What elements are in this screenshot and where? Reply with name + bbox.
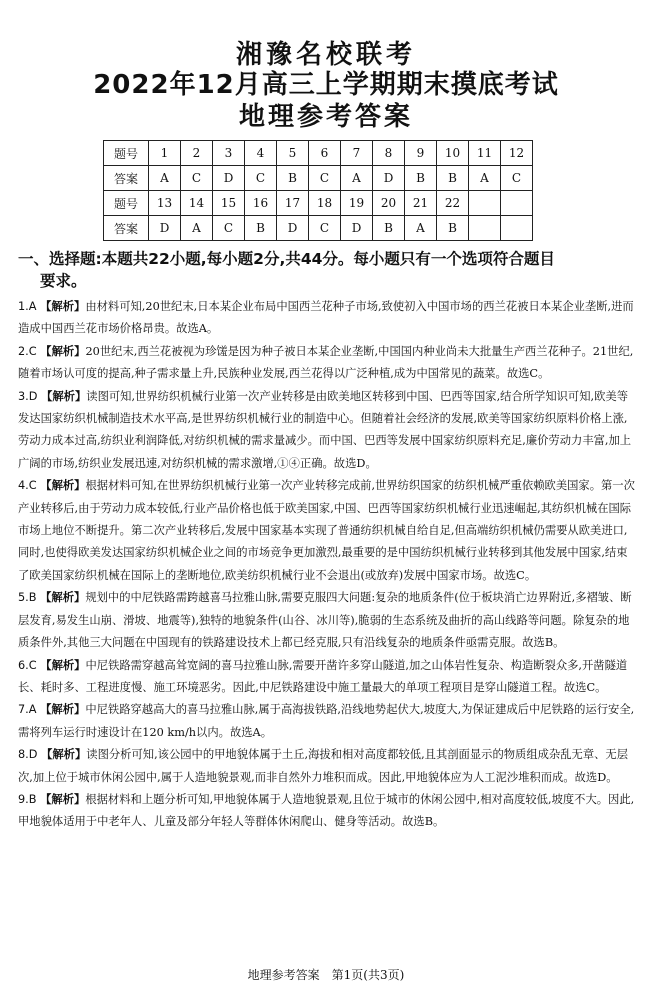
answer-table-cell: D [149, 216, 181, 241]
analysis-text: 由材料可知,20世纪末,日本某企业布局中国西兰花种子市场,致使初入中国市场的西兰花被日本某企业垄断,进而造成中国西兰花市场价格昂贵。故选A。 [18, 300, 634, 336]
answer-table-cell: B [277, 166, 309, 191]
answer-table-cell: 15 [213, 191, 245, 216]
answer-table-cell: 1 [149, 141, 181, 166]
answer-table-cell: 4 [245, 141, 277, 166]
answer-table-cell: A [405, 216, 437, 241]
analysis-text: 20世纪末,西兰花被视为珍馐是因为种子被日本某企业垄断,中国国内种业尚未大批量生产西兰花种子。21世纪,随着市场认可度的提高,种子需求量上升,民族种业发展,西兰花得以广泛种植,成为中国常见的蔬菜。故选C。 [18, 344, 634, 381]
analysis-text: 读图分析可知,该公园中的甲地貌体属于土丘,海拔和相对高度都较低,且其剖面显示的物质组成杂乱无章、无层次,加上位于城市休闲公园中,属于人造地貌景观,而非自然外力堆积而成。因此,甲地貌体应为人工泥沙堆积而成。故选D。 [18, 748, 629, 784]
answer-table-cell: A [149, 166, 181, 191]
analysis-text: 规划中的中尼铁路需跨越喜马拉雅山脉,需要克服四大问题:复杂的地质条件(位于板块消亡边界附近,多褶皱、断层发育,易发生山崩、滑坡、地震等),独特的地貌条件(山谷、冰川等),脆弱的生态系统及曲折的高山线路等问题。除复杂的地质条件外,其他三大问题在中国现有的铁路建设技术上都已经克服,只有沿线复杂的地质条件亟需克服。故选B。 [18, 591, 632, 650]
answer-table-cell: B [405, 166, 437, 191]
answer-table-cell: A [341, 166, 373, 191]
item-number-answer: 9.B [18, 792, 37, 806]
answer-table-cell: 19 [341, 191, 373, 216]
answer-table-cell: 13 [149, 191, 181, 216]
answer-table-row [104, 141, 533, 166]
answer-table-cell: 12 [501, 141, 533, 166]
page-footer: 地理参考答案 第1页(共3页) [247, 968, 405, 982]
answer-table-cell: C [501, 166, 533, 191]
answer-table-cell [501, 216, 533, 241]
answer-table-cell: A [469, 166, 501, 191]
answer-table-cell: C [245, 166, 277, 191]
answer-table-cell: 18 [309, 191, 341, 216]
answer-table-row-label: 答案 [104, 166, 149, 191]
exam-name-title: 2022年12月高三上学期期末摸底考试 [93, 70, 559, 100]
answer-table-cell: 11 [469, 141, 501, 166]
answer-table-cell: C [181, 166, 213, 191]
explanation-item [18, 341, 638, 386]
analysis-text: 读图可知,世界纺织机械行业第一次产业转移是由欧美地区转移到中国、巴西等国家,结合所学知识可知,欧美等发达国家纺织机械制造技术水平高,是世界纺织机械行业的制造中心。但随着社会经济的发展,欧美等国家纺织原料价格上涨,劳动力成本过高,纺织业利润降低,对纺织机械的需求量减少。而中国、巴西等发展中国家纺织原料充足,廉价劳动力丰富,加上广阔的市场,纺织业发展迅速,对纺织机械的需求激增,①④正确。故选D。 [18, 389, 632, 470]
answer-table-cell: 7 [341, 141, 373, 166]
answer-table-cell: B [437, 216, 469, 241]
answer-table-cell: B [245, 216, 277, 241]
answer-table-row [104, 166, 533, 191]
analysis-tag: 【解析】 [40, 591, 86, 605]
answer-table-cell [469, 216, 501, 241]
answer-table-cell: C [213, 216, 245, 241]
answer-table-cell: A [181, 216, 213, 241]
item-number-answer: 6.C [18, 658, 37, 672]
exam-series-title: 湘豫名校联考 [235, 40, 416, 70]
answer-table-row-label: 题号 [104, 191, 149, 216]
answer-table-cell: 8 [373, 141, 405, 166]
item-number-answer: 8.D [18, 748, 38, 762]
analysis-tag: 【解析】 [40, 792, 86, 806]
analysis-tag: 【解析】 [40, 703, 86, 717]
explanation-item [18, 475, 638, 587]
answer-table-cell: 9 [405, 141, 437, 166]
item-number-answer: 1.A [18, 300, 37, 313]
explanation-item [18, 789, 638, 834]
analysis-tag: 【解析】 [41, 748, 87, 762]
analysis-tag: 【解析】 [41, 389, 87, 403]
analysis-tag: 【解析】 [40, 344, 86, 358]
analysis-text: 根据材料和上题分析可知,甲地貌体属于人造地貌景观,且位于城市的休闲公园中,相对高度较低,坡度不大。因此,甲地貌体适用于中老年人、儿童及部分年轻人等群体休闲爬山、健身等活动。故选B。 [18, 792, 635, 829]
explanation-item [18, 386, 638, 476]
answer-table-cell: C [309, 216, 341, 241]
answer-table-cell: 17 [277, 191, 309, 216]
explanation-item [18, 744, 638, 789]
section-heading-line2: 要求。 [40, 272, 87, 290]
answer-table-cell: 16 [245, 191, 277, 216]
answer-table-cell: D [213, 166, 245, 191]
answer-table-cell: 14 [181, 191, 213, 216]
answer-table-cell: 2 [181, 141, 213, 166]
answer-table-cell: D [341, 216, 373, 241]
item-number-answer: 7.A [18, 703, 37, 717]
item-number-answer: 3.D [18, 389, 38, 403]
answer-table-cell: 10 [437, 141, 469, 166]
answer-table-cell: D [277, 216, 309, 241]
analysis-tag: 【解析】 [40, 479, 86, 493]
explanation-list [18, 296, 638, 834]
analysis-text: 中尼铁路穿越高大的喜马拉雅山脉,属于高海拔铁路,沿线地势起伏大,坡度大,为保证建成后中尼铁路的运行安全,需将列车运行时速设计在120 km/h以内。故选A。 [18, 703, 635, 739]
analysis-tag: 【解析】 [40, 658, 86, 672]
analysis-tag: 【解析】 [40, 300, 86, 313]
explanation-item [18, 587, 638, 654]
answer-table-cell: B [437, 166, 469, 191]
answer-table-cell: 21 [405, 191, 437, 216]
answer-table-row [104, 216, 533, 241]
analysis-text: 中尼铁路需穿越高耸宽阔的喜马拉雅山脉,需要开凿许多穿山隧道,加之山体岩性复杂、构造断裂众多,开凿隧道长、耗时多、工程进度慢、施工环境恶劣。因此,中尼铁路建设中施工量最大的单项工程项目是穿山隧道工程。故选C。 [18, 658, 628, 694]
item-number-answer: 4.C [18, 479, 37, 493]
section-heading-line1: 一、选择题:本题共22小题,每小题2分,共44分。每小题只有一个选项符合题目 [18, 250, 555, 268]
answer-table-row-label: 答案 [104, 216, 149, 241]
answer-table [103, 140, 533, 241]
item-number-answer: 5.B [18, 591, 37, 605]
answer-table-cell: 5 [277, 141, 309, 166]
analysis-text: 根据材料可知,在世界纺织机械行业第一次产业转移完成前,世界纺织国家的纺织机械严重依赖欧美国家。第一次产业转移后,由于劳动力成本较低,行业产品价格也低于欧美国家,中国、巴西等国家纺织机械行业迅速崛起,其纺织机械在国际市场上地位不断提升。第二次产业转移后,发展中国家基本实现了普通纺织机械自给自足,但高端纺织机械仍需要从欧美进口,同时,也使得欧美发达国家纺织机械企业之间的市场竞争更加激烈,最重要的是中国纺织机械行业转移到其他发展中国家,结束了欧美国家纺织机械在国际上的垄断地位,欧美纺织机械行业不会退出(或放弃)发展中国家市场。故选C。 [18, 479, 635, 582]
answer-table-cell: D [373, 166, 405, 191]
explanation-item [18, 296, 638, 341]
answer-table-cell [469, 191, 501, 216]
answer-table-cell: 6 [309, 141, 341, 166]
section-heading [18, 248, 638, 292]
answer-table-cell: B [373, 216, 405, 241]
explanation-item [18, 655, 638, 700]
document-title: 地理参考答案 [238, 102, 413, 132]
answer-table-cell: C [309, 166, 341, 191]
answer-table-row-label: 题号 [104, 141, 149, 166]
answer-table-cell: 20 [373, 191, 405, 216]
answer-table-cell [501, 191, 533, 216]
answer-table-cell: 22 [437, 191, 469, 216]
answer-table-cell: 3 [213, 141, 245, 166]
explanation-item [18, 699, 638, 744]
item-number-answer: 2.C [18, 344, 37, 358]
answer-table-row [104, 191, 533, 216]
